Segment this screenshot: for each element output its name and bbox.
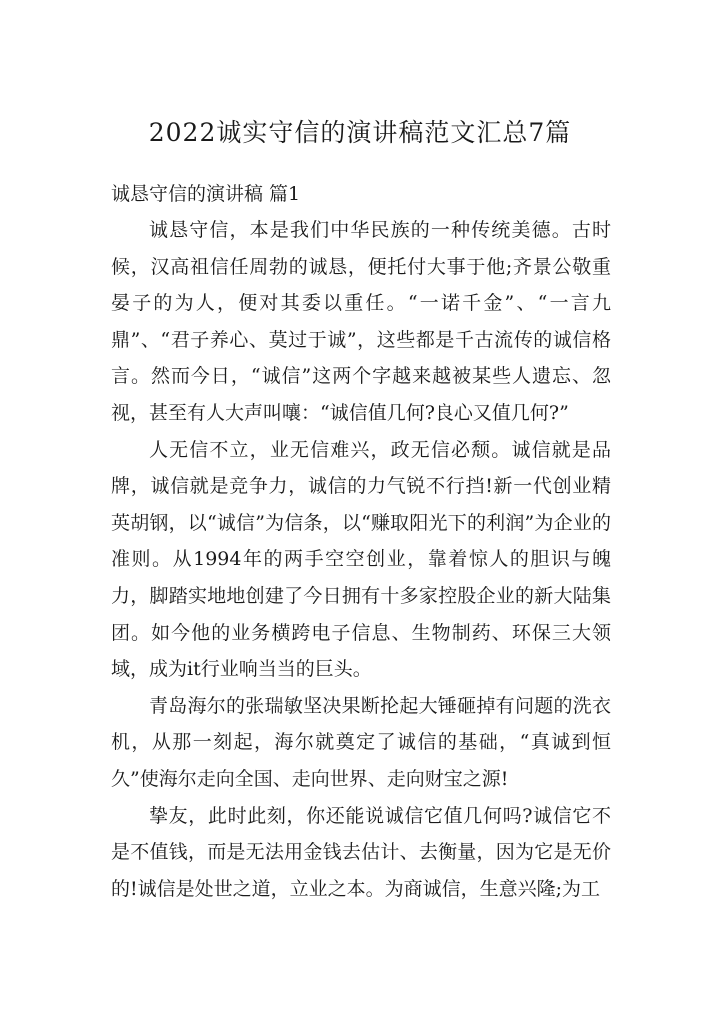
section-heading: 诚恳守信的演讲稿 篇1 [111,183,301,205]
paragraph: 诚恳守信，本是我们中华民族的一种传统美德。古时候，汉高祖信任周勃的诚恳，便托付大事于他;齐景公敬重晏子的为人，便对其委以重任。“一诺千金”、“一言九鼎”、“君子养心、莫过于诚”，这些都是千古流传的诚信格言。然而今日，“诚信”这两个字越来越被某些人遗忘、忽视，甚至有人大声叫嚷：“诚信值几何?良心又值几何?” [111,219,611,424]
paragraph: 青岛海尔的张瑞敏坚决果断抡起大锤砸掉有问题的洗衣机，从那一刻起，海尔就奠定了诚信的基础，“真诚到恒久”使海尔走向全国、走向世界、走向财宝之源! [111,694,611,790]
document-title: 2022诚实守信的演讲稿范文汇总7篇 [148,118,572,147]
paragraph: 人无信不立，业无信难兴，政无信必颓。诚信就是品牌，诚信就是竞争力，诚信的力气锐不行挡!新一代创业精英胡钢，以“诚信”为信条，以“赚取阳光下的利润”为企业的准则。从1994年的两手空空创业，靠着惊人的胆识与魄力，脚踏实地地创建了今日拥有十多家控股企业的新大陆集团。如今他的业务横跨电子信息、生物制药、环保三大领域，成为it行业响当当的巨头。 [111,438,611,681]
document-body [111,212,611,907]
paragraph: 挚友，此时此刻，你还能说诚信它值几何吗?诚信它不是不值钱，而是无法用金钱去估计、去衡量，因为它是无价的!诚信是处世之道，立业之本。为商诚信，生意兴隆;为工 [111,804,611,900]
